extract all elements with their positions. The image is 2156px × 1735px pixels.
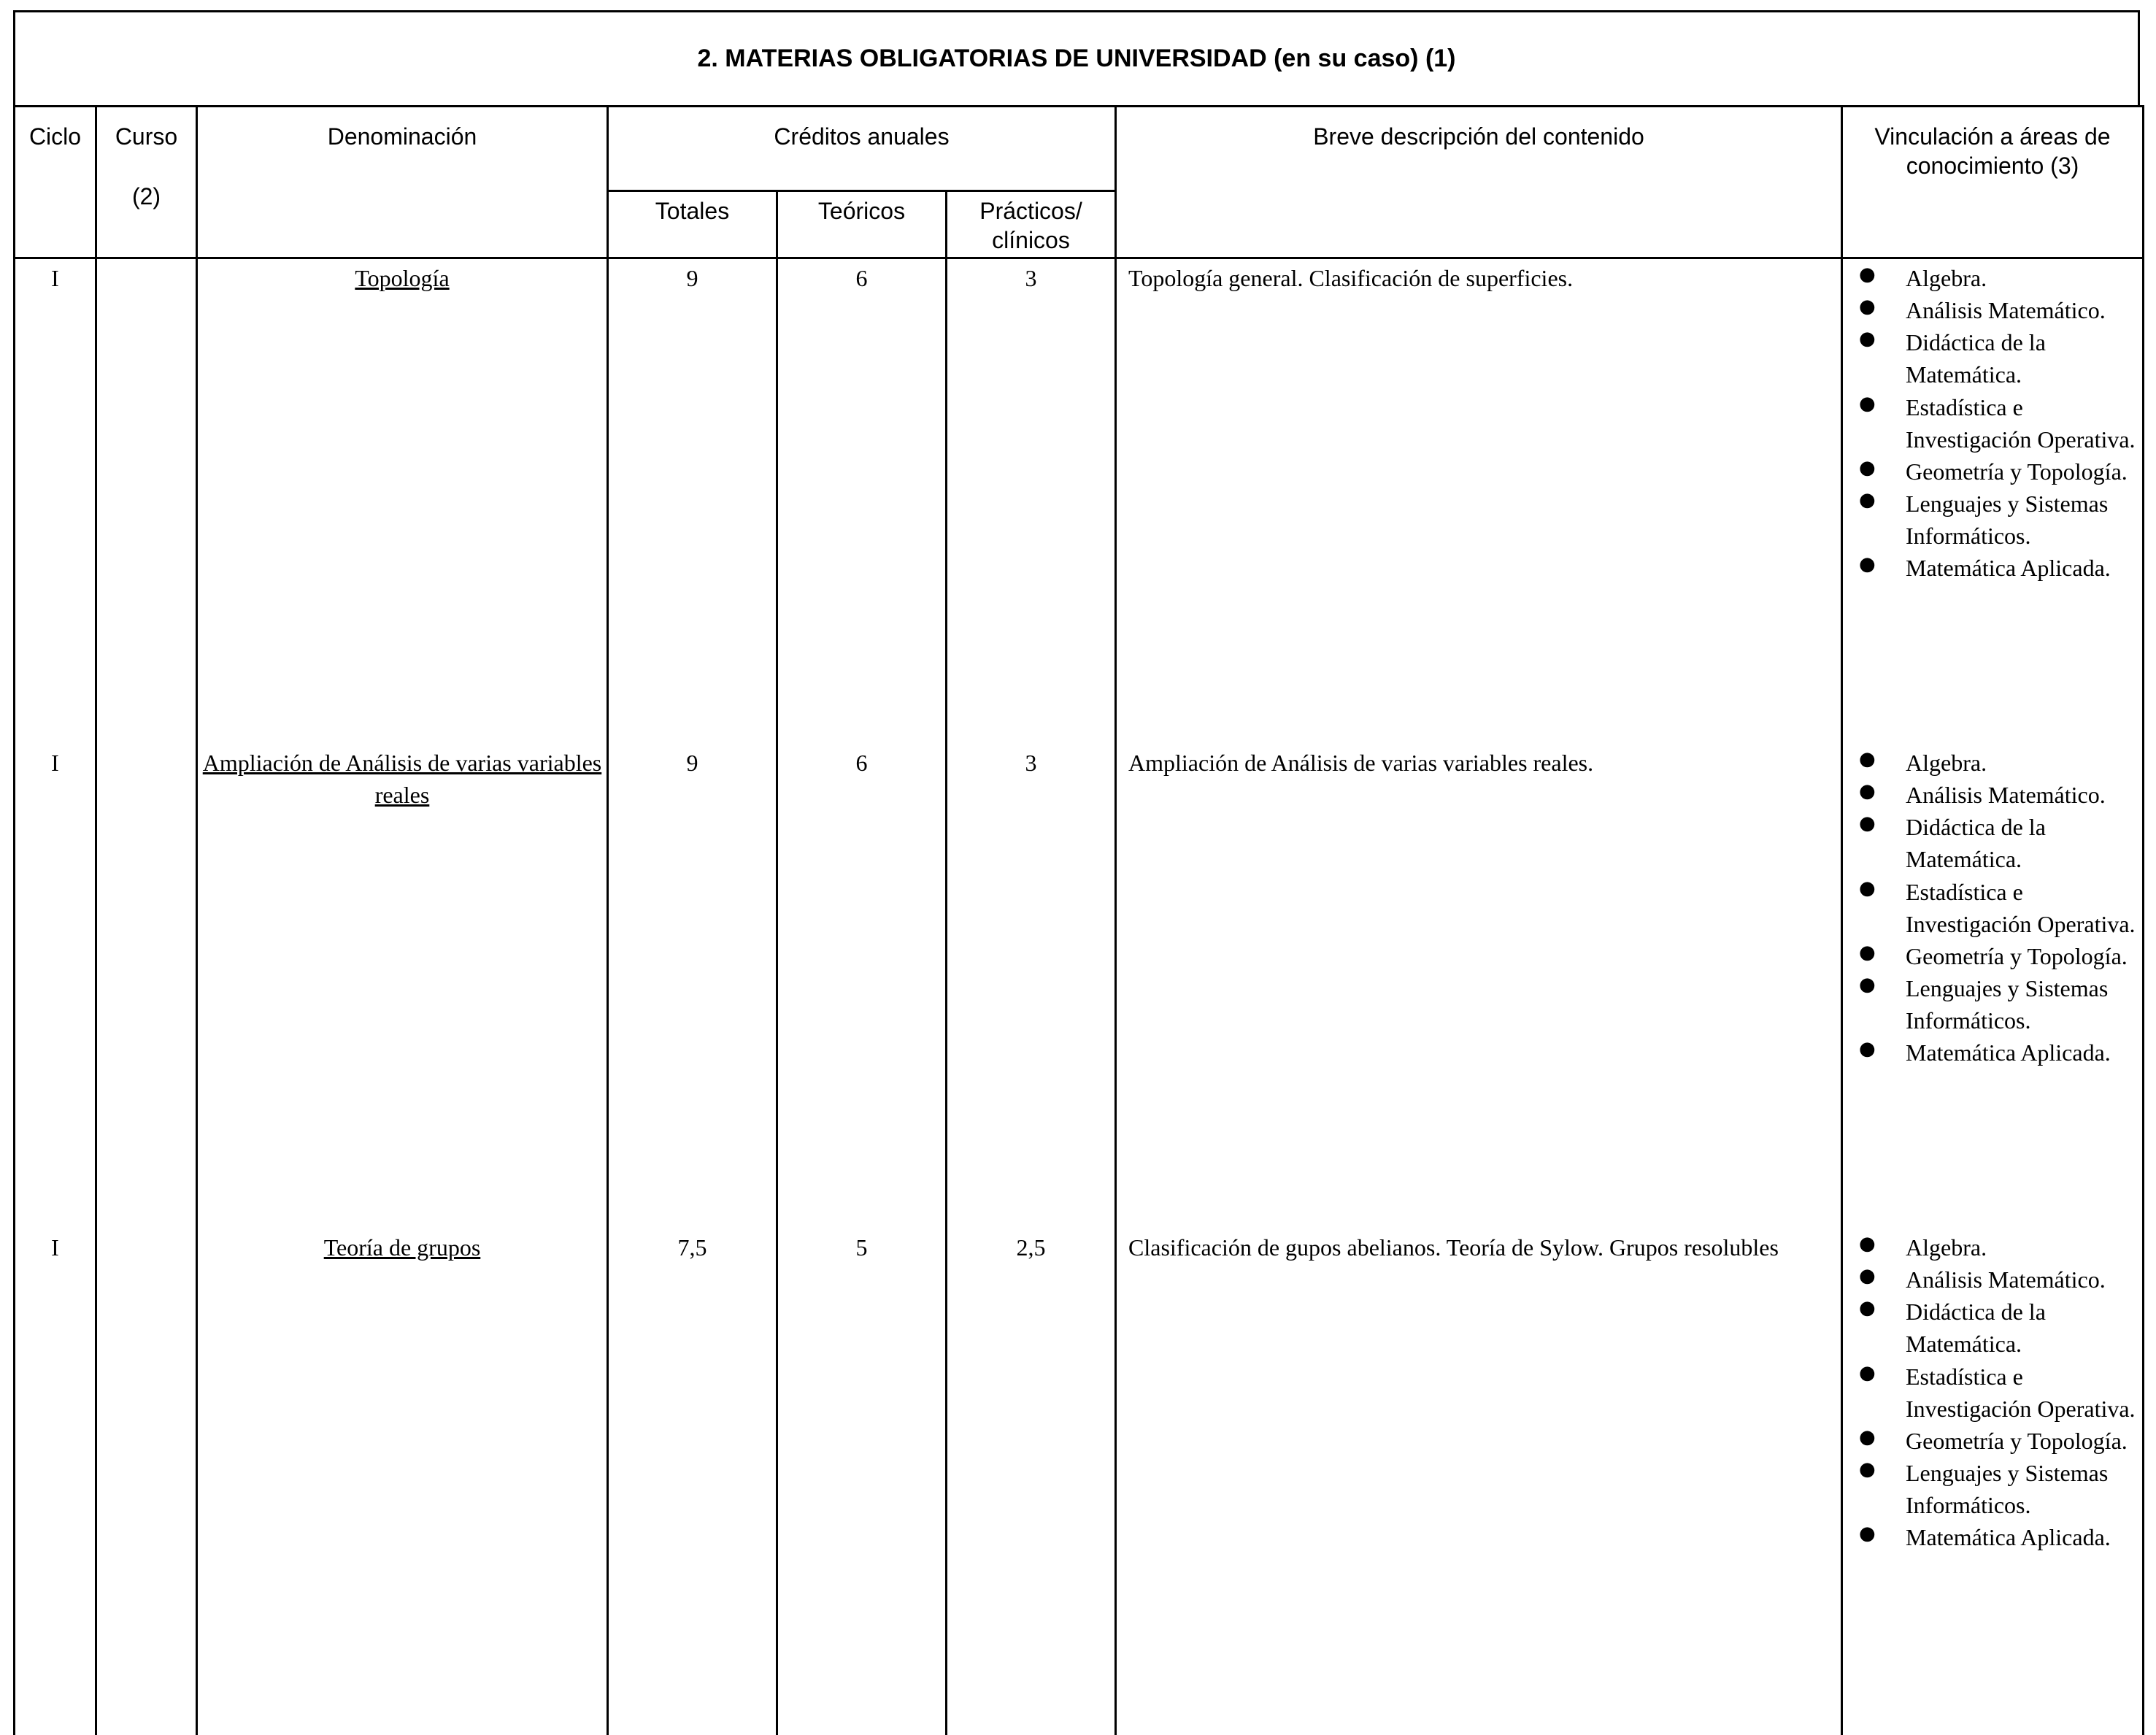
cell-areas xyxy=(1842,744,2144,1228)
area-item xyxy=(1843,488,2138,552)
area-label: Geometría y Topología. xyxy=(1906,1428,2128,1454)
bullet-icon: ● xyxy=(1859,552,1876,578)
bullet-icon: ● xyxy=(1859,811,1876,837)
header-vinculacion-label: Vinculación a áreas de conocimiento (3) xyxy=(1874,123,2110,179)
area-label: Algebra. xyxy=(1906,750,1987,776)
area-label: Estadística e Investigación Operativa. xyxy=(1906,1363,2136,1422)
header-curso xyxy=(96,107,197,258)
table-title-text: 2. MATERIAS OBLIGATORIAS DE UNIVERSIDAD (en su caso) (1) xyxy=(697,45,1455,73)
header-denominacion xyxy=(197,107,608,258)
area-item xyxy=(1843,1263,2138,1296)
area-label: Estadística e Investigación Operativa. xyxy=(1906,394,2136,453)
area-label: Geometría y Topología. xyxy=(1906,943,2128,969)
area-label: Lenguajes y Sistemas Informáticos. xyxy=(1906,975,2108,1034)
bullet-icon: ● xyxy=(1859,1457,1876,1483)
area-item xyxy=(1843,1231,2138,1263)
area-label: Didáctica de la Matemática. xyxy=(1906,1299,2046,1357)
area-label: Análisis Matemático. xyxy=(1906,782,2106,808)
cell-teoricos: 6 xyxy=(777,744,947,1228)
bullet-icon: ● xyxy=(1859,1263,1876,1290)
bullet-icon: ● xyxy=(1859,1425,1876,1451)
area-item xyxy=(1843,876,2138,940)
area-item xyxy=(1843,972,2138,1036)
header-practicos xyxy=(947,191,1116,258)
cell-curso xyxy=(96,1228,197,1735)
table-body xyxy=(15,258,2144,1735)
area-item xyxy=(1843,1521,2138,1553)
cell-areas xyxy=(1842,1228,2144,1735)
bullet-icon: ● xyxy=(1859,747,1876,773)
area-label: Algebra. xyxy=(1906,1234,1987,1261)
table-title xyxy=(13,10,2140,105)
area-item xyxy=(1843,294,2138,326)
table-header xyxy=(15,107,2144,258)
cell-practicos: 2,5 xyxy=(947,1228,1116,1735)
area-item xyxy=(1843,747,2138,779)
cell-practicos: 3 xyxy=(947,258,1116,745)
bullet-icon: ● xyxy=(1859,779,1876,805)
cell-ciclo: I xyxy=(15,258,96,745)
bullet-icon: ● xyxy=(1859,455,1876,482)
bullet-icon: ● xyxy=(1859,1521,1876,1547)
bullet-icon: ● xyxy=(1859,972,1876,999)
header-vinculacion xyxy=(1842,107,2144,258)
bullet-icon: ● xyxy=(1859,262,1876,288)
header-teoricos-label: Teóricos xyxy=(818,198,905,224)
bullet-icon: ● xyxy=(1859,391,1876,418)
area-label: Matemática Aplicada. xyxy=(1906,555,2111,581)
areas-list xyxy=(1843,747,2138,1069)
area-label: Lenguajes y Sistemas Informáticos. xyxy=(1906,1460,2108,1518)
area-item xyxy=(1843,552,2138,584)
area-item xyxy=(1843,1036,2138,1069)
area-item xyxy=(1843,779,2138,811)
cell-totales: 9 xyxy=(608,258,777,745)
area-item xyxy=(1843,811,2138,875)
bullet-icon: ● xyxy=(1859,326,1876,353)
cell-curso xyxy=(96,744,197,1228)
table-row xyxy=(15,744,2144,1228)
header-curso-label: Curso xyxy=(101,122,191,151)
area-label: Análisis Matemático. xyxy=(1906,1266,2106,1293)
header-teoricos xyxy=(777,191,947,258)
cell-teoricos: 6 xyxy=(777,258,947,745)
area-label: Didáctica de la Matemática. xyxy=(1906,814,2046,872)
header-practicos-label: Prácticos/ clínicos xyxy=(979,198,1082,253)
area-label: Geometría y Topología. xyxy=(1906,458,2128,485)
area-item xyxy=(1843,1296,2138,1360)
cell-descripcion: Clasificación de gupos abelianos. Teoría de Sylow. Grupos resolubles xyxy=(1116,1228,1842,1735)
area-label: Algebra. xyxy=(1906,265,1987,291)
header-descripcion xyxy=(1116,107,1842,258)
subject-name: Ampliación de Análisis de varias variables reales xyxy=(203,750,602,808)
bullet-icon: ● xyxy=(1859,488,1876,514)
bullet-icon: ● xyxy=(1859,876,1876,902)
area-label: Didáctica de la Matemática. xyxy=(1906,329,2046,388)
cell-curso xyxy=(96,258,197,745)
area-item xyxy=(1843,262,2138,294)
header-totales-label: Totales xyxy=(655,198,729,224)
header-denominacion-label: Denominación xyxy=(328,123,477,150)
area-item xyxy=(1843,1361,2138,1425)
bullet-icon: ● xyxy=(1859,294,1876,320)
area-item xyxy=(1843,326,2138,391)
area-label: Matemática Aplicada. xyxy=(1906,1039,2111,1066)
areas-list xyxy=(1843,262,2138,585)
cell-denominacion xyxy=(197,1228,608,1735)
cell-denominacion xyxy=(197,744,608,1228)
cell-totales: 7,5 xyxy=(608,1228,777,1735)
header-ciclo-label: Ciclo xyxy=(29,123,81,150)
area-item xyxy=(1843,1425,2138,1457)
header-descripcion-label: Breve descripción del contenido xyxy=(1313,123,1644,150)
bullet-icon: ● xyxy=(1859,940,1876,966)
subject-name: Teoría de grupos xyxy=(324,1234,481,1261)
header-creditos xyxy=(608,107,1116,191)
cell-ciclo: I xyxy=(15,1228,96,1735)
area-label: Análisis Matemático. xyxy=(1906,297,2106,323)
area-item xyxy=(1843,455,2138,488)
table-row xyxy=(15,1228,2144,1735)
bullet-icon: ● xyxy=(1859,1231,1876,1258)
cell-descripcion: Ampliación de Análisis de varias variables reales. xyxy=(1116,744,1842,1228)
area-label: Lenguajes y Sistemas Informáticos. xyxy=(1906,491,2108,549)
cell-teoricos: 5 xyxy=(777,1228,947,1735)
subjects-table xyxy=(13,105,2144,1735)
area-item xyxy=(1843,940,2138,972)
cell-areas xyxy=(1842,258,2144,745)
cell-practicos: 3 xyxy=(947,744,1116,1228)
cell-descripcion: Topología general. Clasificación de superficies. xyxy=(1116,258,1842,745)
bullet-icon: ● xyxy=(1859,1361,1876,1387)
cell-ciclo: I xyxy=(15,744,96,1228)
table-row xyxy=(15,258,2144,745)
header-totales xyxy=(608,191,777,258)
area-item xyxy=(1843,391,2138,455)
cell-denominacion xyxy=(197,258,608,745)
bullet-icon: ● xyxy=(1859,1036,1876,1063)
header-curso-note: (2) xyxy=(101,182,191,211)
area-item xyxy=(1843,1457,2138,1521)
cell-totales: 9 xyxy=(608,744,777,1228)
bullet-icon: ● xyxy=(1859,1296,1876,1322)
area-label: Matemática Aplicada. xyxy=(1906,1524,2111,1550)
header-ciclo xyxy=(15,107,96,258)
subject-name: Topología xyxy=(355,265,449,291)
areas-list xyxy=(1843,1231,2138,1554)
area-label: Estadística e Investigación Operativa. xyxy=(1906,879,2136,937)
header-creditos-label: Créditos anuales xyxy=(774,123,949,150)
